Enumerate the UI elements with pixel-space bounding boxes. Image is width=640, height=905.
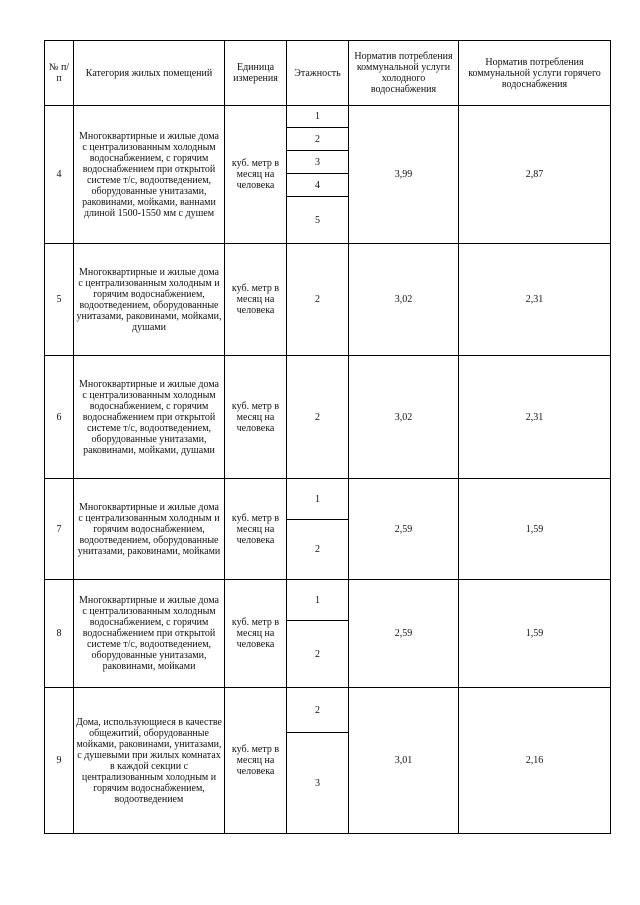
row-floor: 2 bbox=[287, 356, 349, 479]
header-floors: Этажность bbox=[287, 41, 349, 106]
header-row bbox=[45, 41, 611, 106]
row-cold-value: 2,59 bbox=[349, 479, 459, 580]
row-category: Дома, использующиеся в качестве общежитий, оборудованные мойками, раковинами, унитазами, с душевыми при жилых комнатах в каждой секции с централизованным холодным и горячим водоснабжением, водоотведением bbox=[74, 688, 225, 834]
row-hot-value: 1,59 bbox=[459, 580, 611, 688]
row-hot-value: 2,16 bbox=[459, 688, 611, 834]
header-cold-water: Норматив потребления коммунальной услуги холодного водоснабжения bbox=[349, 41, 459, 106]
row-category: Многоквартирные и жилые дома с централизованным холодным и горячим водоснабжением, водоотведением, оборудованные унитазами, раковинами, мойками, душами bbox=[74, 244, 225, 356]
row-floor: 2 bbox=[287, 621, 349, 688]
row-num: 8 bbox=[45, 580, 74, 688]
row-unit: куб. метр в месяц на человека bbox=[225, 688, 287, 834]
row-num: 6 bbox=[45, 356, 74, 479]
row-unit: куб. метр в месяц на человека bbox=[225, 106, 287, 244]
row-num: 5 bbox=[45, 244, 74, 356]
row-num: 7 bbox=[45, 479, 74, 580]
row-floor: 1 bbox=[287, 580, 349, 621]
row-category: Многоквартирные и жилые дома с централизованным холодным и горячим водоснабжением, водоотведением, оборудованные унитазами, раковинами, мойками bbox=[74, 479, 225, 580]
row-floor: 4 bbox=[287, 174, 349, 197]
table-row bbox=[45, 688, 611, 733]
row-category: Многоквартирные и жилые дома с централизованным холодным водоснабжением, с горячим водоснабжением при открытой системе т/с, водоотведением, оборудованные унитазами, раковинами, мойками, душами bbox=[74, 356, 225, 479]
row-unit: куб. метр в месяц на человека bbox=[225, 479, 287, 580]
row-unit: куб. метр в месяц на человека bbox=[225, 580, 287, 688]
header-unit: Единица измерения bbox=[225, 41, 287, 106]
table-row bbox=[45, 106, 611, 128]
row-category: Многоквартирные и жилые дома с централизованным холодным водоснабжением, с горячим водоснабжением при открытой системе т/с, водоотведением, оборудованные унитазами, раковинами, мойками, ваннами длиной 1500-1550 мм с душем bbox=[74, 106, 225, 244]
row-floor: 2 bbox=[287, 520, 349, 580]
row-floor: 3 bbox=[287, 151, 349, 174]
row-hot-value: 2,31 bbox=[459, 244, 611, 356]
row-hot-value: 1,59 bbox=[459, 479, 611, 580]
header-category: Категория жилых помещений bbox=[74, 41, 225, 106]
row-floor: 1 bbox=[287, 479, 349, 520]
row-floor: 1 bbox=[287, 106, 349, 128]
row-num: 9 bbox=[45, 688, 74, 834]
row-cold-value: 3,99 bbox=[349, 106, 459, 244]
header-hot-water: Норматив потребления коммунальной услуги горячего водоснабжения bbox=[459, 41, 611, 106]
row-floor: 2 bbox=[287, 244, 349, 356]
norms-table bbox=[44, 40, 611, 834]
row-floor: 3 bbox=[287, 733, 349, 834]
row-num: 4 bbox=[45, 106, 74, 244]
row-unit: куб. метр в месяц на человека bbox=[225, 244, 287, 356]
table-row bbox=[45, 356, 611, 479]
row-floor: 2 bbox=[287, 128, 349, 151]
row-floor: 2 bbox=[287, 688, 349, 733]
table-row bbox=[45, 479, 611, 520]
row-cold-value: 3,02 bbox=[349, 244, 459, 356]
row-hot-value: 2,87 bbox=[459, 106, 611, 244]
table-row bbox=[45, 580, 611, 621]
header-num: № п/п bbox=[45, 41, 74, 106]
row-unit: куб. метр в месяц на человека bbox=[225, 356, 287, 479]
row-cold-value: 2,59 bbox=[349, 580, 459, 688]
row-hot-value: 2,31 bbox=[459, 356, 611, 479]
row-cold-value: 3,02 bbox=[349, 356, 459, 479]
row-category: Многоквартирные и жилые дома с централизованным холодным водоснабжением, с горячим водоснабжением при открытой системе т/с, водоотведением, оборудованные унитазами, раковинами, мойками bbox=[74, 580, 225, 688]
table-row bbox=[45, 244, 611, 356]
row-cold-value: 3,01 bbox=[349, 688, 459, 834]
row-floor: 5 bbox=[287, 197, 349, 244]
